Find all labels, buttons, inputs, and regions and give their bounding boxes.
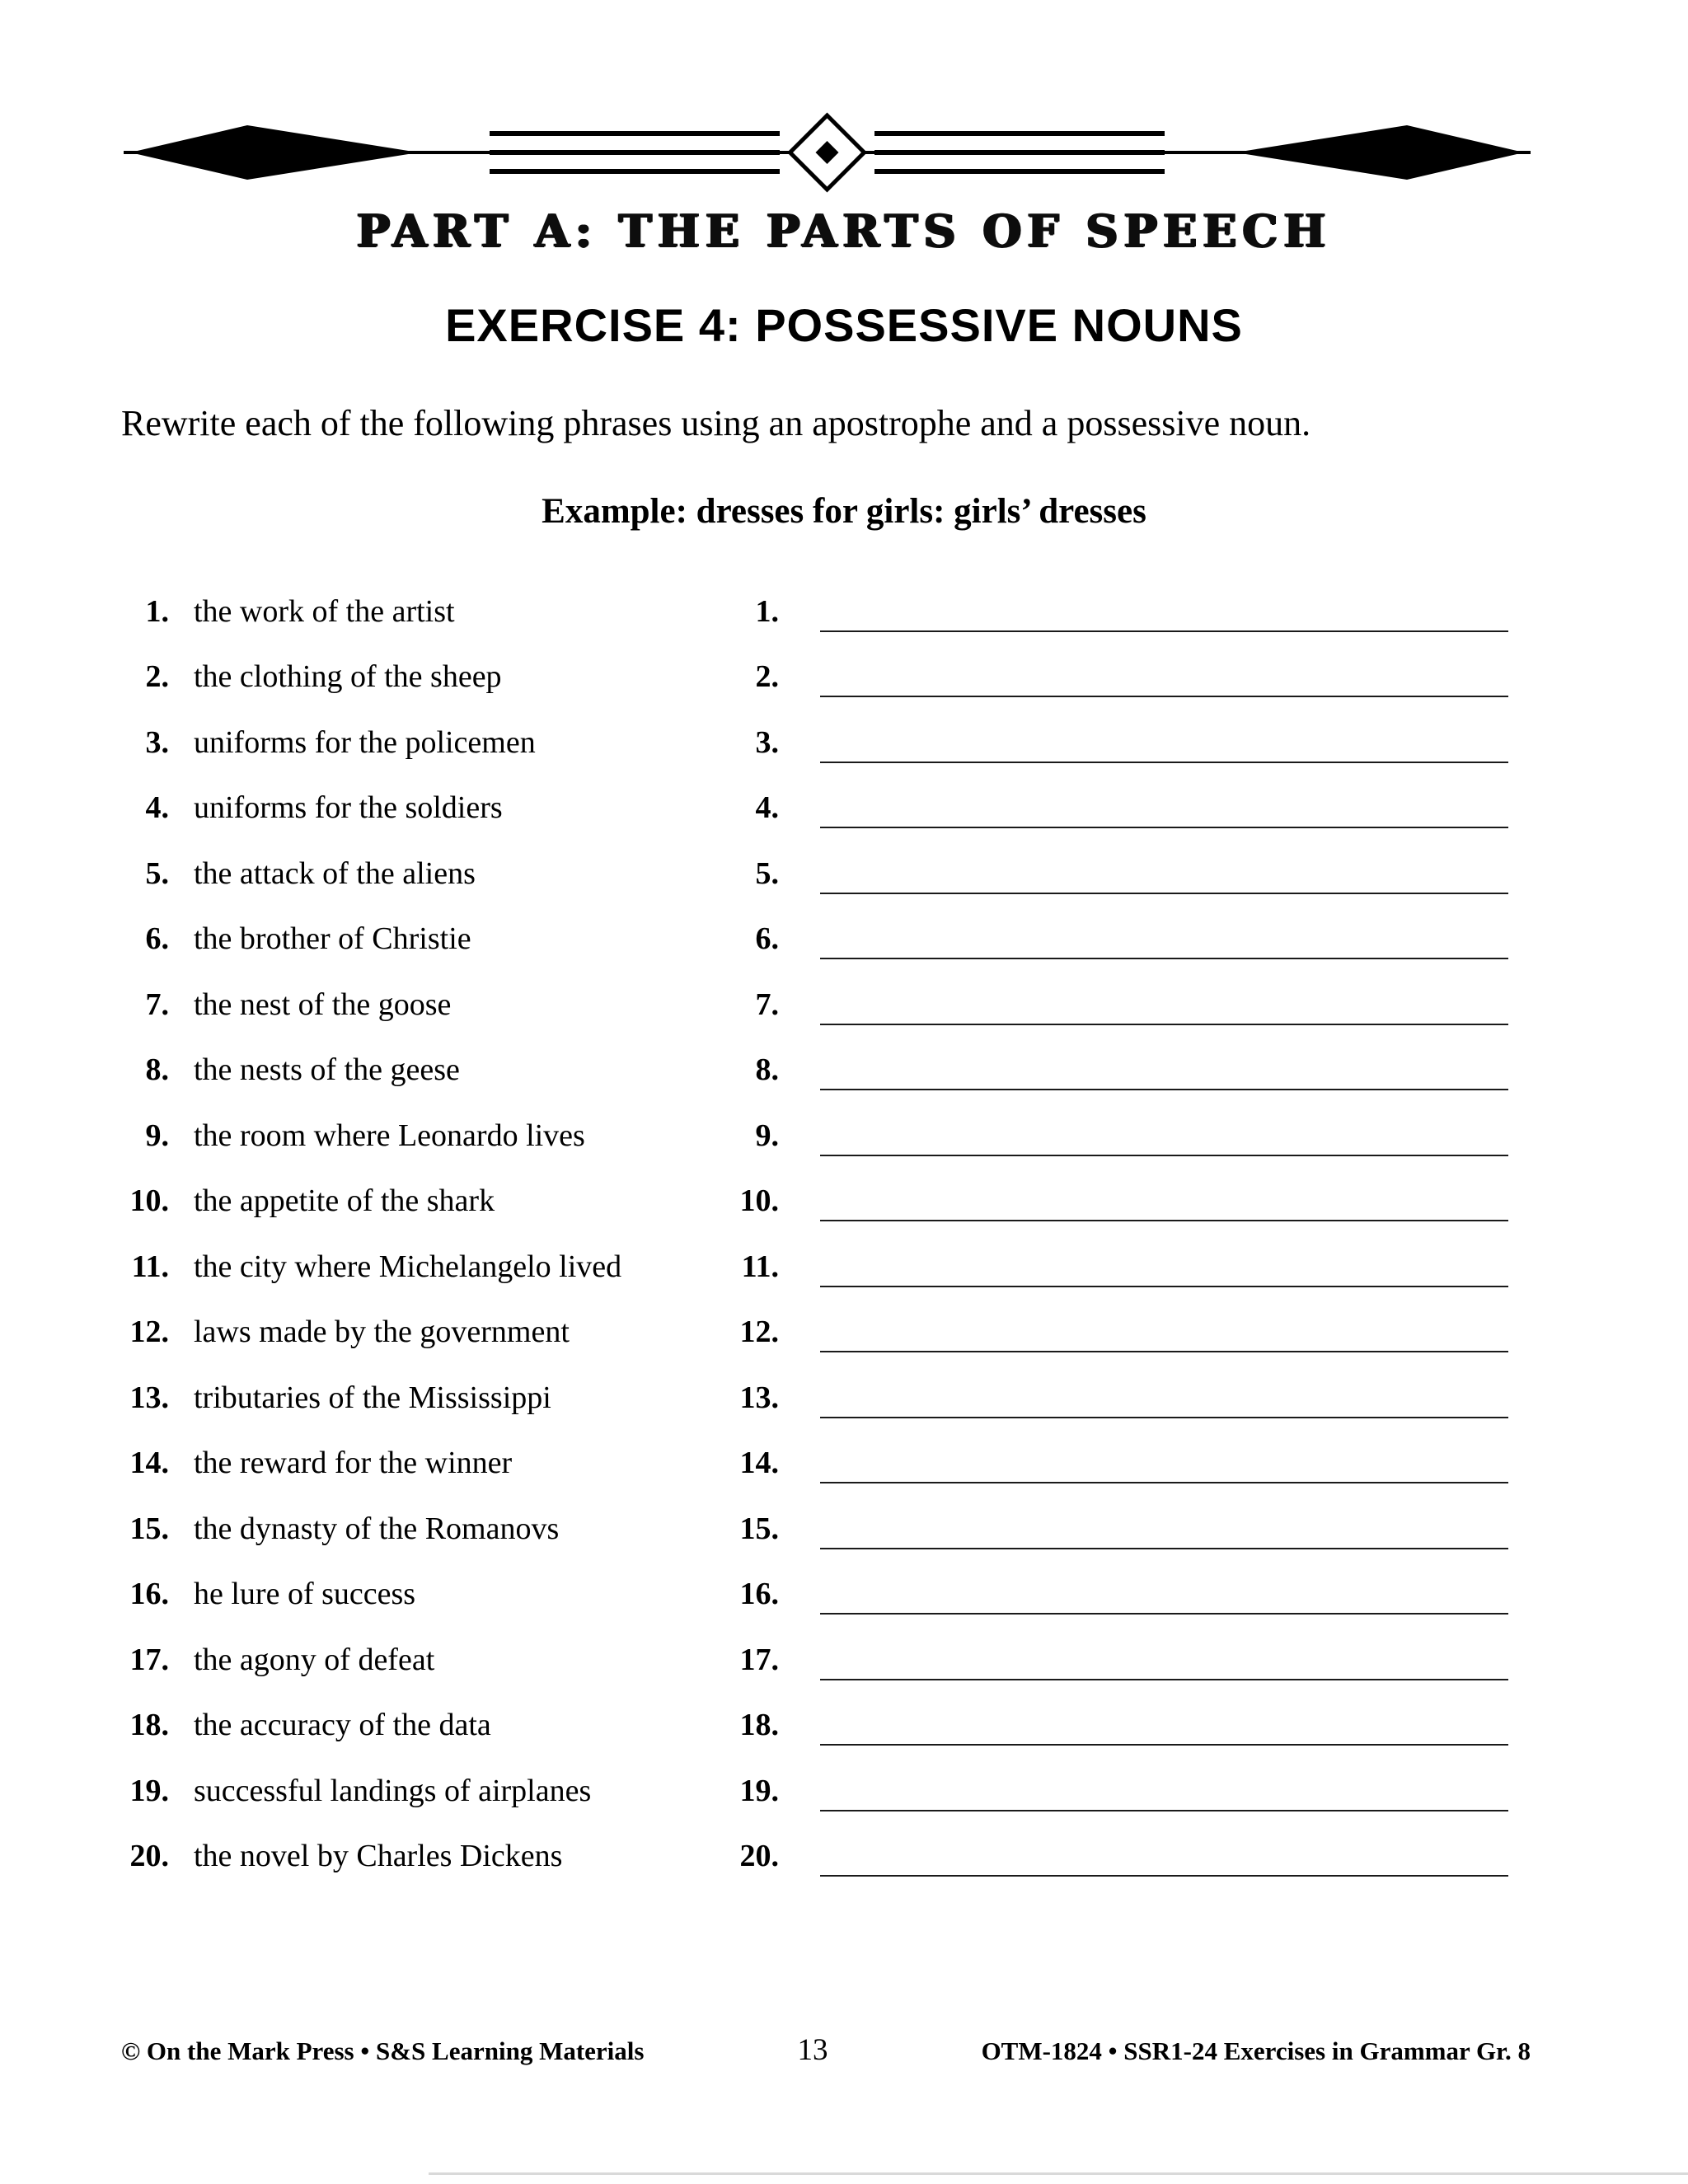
example-text: Example: dresses for girls: girls’ dresses (542, 492, 1146, 531)
answer-number: 2. (755, 659, 779, 695)
item-number: 20. (129, 1839, 169, 1874)
item-phrase: tributaries of the Mississippi (194, 1380, 551, 1415)
answer-number: 10. (739, 1183, 779, 1219)
item-phrase: the reward for the winner (194, 1446, 513, 1481)
exercise-row (0, 1627, 1508, 1693)
answer-line (820, 1679, 1508, 1680)
answer-line (820, 893, 1508, 894)
answer-cell (779, 1103, 1508, 1169)
item-phrase: uniforms for the soldiers (194, 790, 503, 826)
answer-line (820, 762, 1508, 763)
answer-cell (779, 1496, 1508, 1562)
exercise-row (0, 1496, 1508, 1562)
answer-cell (779, 972, 1508, 1038)
answer-line (820, 1548, 1508, 1549)
item-phrase: laws made by the government (194, 1315, 570, 1350)
divider-ornament-icon (124, 91, 1531, 214)
item-number: 10. (129, 1183, 169, 1219)
answer-line (820, 1744, 1508, 1746)
exercise-row (0, 1431, 1508, 1497)
exercise-title: EXERCISE 4: POSSESSIVE NOUNS (445, 299, 1243, 351)
item-phrase: the novel by Charles Dickens (194, 1839, 563, 1874)
item-number: 13. (129, 1380, 169, 1415)
item-phrase: he lure of success (194, 1577, 416, 1612)
item-number: 7. (145, 987, 169, 1022)
answer-cell (779, 1169, 1508, 1235)
item-number: 12. (129, 1315, 169, 1350)
exercise-row (0, 644, 1508, 710)
answer-cell (779, 1758, 1508, 1824)
item-phrase: the city where Michelangelo lived (194, 1249, 622, 1284)
item-phrase: the accuracy of the data (194, 1708, 491, 1743)
answer-line (820, 630, 1508, 632)
answer-cell (779, 1365, 1508, 1431)
answer-number: 8. (755, 1052, 779, 1088)
answer-cell (779, 841, 1508, 907)
item-phrase: successful landings of airplanes (194, 1773, 592, 1808)
answer-line (820, 1220, 1508, 1221)
answer-line (820, 1613, 1508, 1615)
item-number: 11. (131, 1249, 169, 1284)
answer-number: 4. (755, 790, 779, 826)
item-number: 3. (145, 724, 169, 760)
item-phrase: the nests of the geese (194, 1052, 460, 1088)
exercise-row (0, 1824, 1508, 1890)
answer-line (820, 1155, 1508, 1156)
answer-cell (779, 1038, 1508, 1104)
item-number: 17. (129, 1642, 169, 1677)
page-number: 13 (797, 2033, 828, 2067)
copyright-text: © On the Mark Press • S&S Learning Materials (121, 2036, 645, 2065)
item-number: 4. (145, 790, 169, 826)
item-phrase: the nest of the goose (194, 987, 452, 1022)
answer-cell (779, 710, 1508, 776)
answer-number: 3. (755, 724, 779, 760)
answer-cell (779, 907, 1508, 972)
item-number: 18. (129, 1708, 169, 1743)
answer-number: 9. (755, 1118, 779, 1153)
answer-line (820, 696, 1508, 697)
answer-number: 15. (739, 1511, 779, 1546)
item-phrase: the dynasty of the Romanovs (194, 1511, 560, 1546)
answer-number: 20. (739, 1839, 779, 1874)
exercise-row (0, 1300, 1508, 1366)
item-number: 15. (129, 1511, 169, 1546)
answer-line (820, 1286, 1508, 1287)
answer-line (820, 827, 1508, 828)
item-number: 19. (129, 1773, 169, 1808)
exercise-row (0, 710, 1508, 776)
answer-number: 11. (741, 1249, 779, 1284)
exercise-row (0, 907, 1508, 972)
item-phrase: the agony of defeat (194, 1642, 435, 1677)
answer-cell (779, 1693, 1508, 1759)
answer-line (820, 1351, 1508, 1352)
item-phrase: uniforms for the policemen (194, 724, 536, 760)
exercise-row (0, 1365, 1508, 1431)
answer-cell (779, 1562, 1508, 1628)
answer-cell (779, 776, 1508, 841)
answer-cell (779, 1431, 1508, 1497)
exercise-row (0, 972, 1508, 1038)
answer-line (820, 1024, 1508, 1025)
scan-artifact-line (429, 2172, 1688, 2175)
answer-number: 14. (739, 1446, 779, 1481)
answer-number: 13. (739, 1380, 779, 1415)
answer-number: 16. (739, 1577, 779, 1612)
exercise-row (0, 579, 1508, 644)
item-phrase: the attack of the aliens (194, 855, 476, 891)
answer-cell (779, 1300, 1508, 1366)
item-number: 1. (145, 593, 169, 629)
footer (121, 2032, 1531, 2068)
answer-number: 1. (755, 593, 779, 629)
answer-number: 19. (739, 1773, 779, 1808)
item-number: 8. (145, 1052, 169, 1088)
answer-number: 6. (755, 921, 779, 957)
answer-cell (779, 644, 1508, 710)
exercise-row (0, 776, 1508, 841)
doc-code-text: OTM-1824 • SSR1-24 Exercises in Grammar Gr. 8 (981, 2036, 1531, 2065)
answer-line (820, 1089, 1508, 1090)
item-phrase: the brother of Christie (194, 921, 471, 957)
item-number: 16. (129, 1577, 169, 1612)
exercise-row (0, 1234, 1508, 1300)
exercise-row (0, 841, 1508, 907)
item-phrase: the clothing of the sheep (194, 659, 502, 695)
answer-line (820, 1482, 1508, 1483)
answer-line (820, 1417, 1508, 1418)
answer-number: 5. (755, 855, 779, 891)
exercise-row (0, 1758, 1508, 1824)
item-phrase: the work of the artist (194, 593, 455, 629)
exercise-row (0, 1693, 1508, 1759)
answer-number: 18. (739, 1708, 779, 1743)
answer-line (820, 958, 1508, 959)
instructions-text: Rewrite each of the following phrases using an apostrophe and a possessive noun. (121, 403, 1311, 443)
exercise-row (0, 1103, 1508, 1169)
item-phrase: the room where Leonardo lives (194, 1118, 585, 1153)
exercise-row (0, 1169, 1508, 1235)
answer-number: 17. (739, 1642, 779, 1677)
answer-cell (779, 1234, 1508, 1300)
answer-line (820, 1810, 1508, 1811)
exercise-row (0, 1038, 1508, 1104)
exercise-list (0, 579, 1508, 1889)
part-title: PART A: THE PARTS OF SPEECH (356, 204, 1332, 257)
answer-number: 7. (755, 987, 779, 1022)
item-phrase: the appetite of the shark (194, 1183, 495, 1219)
item-number: 2. (145, 659, 169, 695)
answer-line (820, 1875, 1508, 1877)
answer-number: 12. (739, 1315, 779, 1350)
item-number: 14. (129, 1446, 169, 1481)
exercise-row (0, 1562, 1508, 1628)
item-number: 6. (145, 921, 169, 957)
item-number: 9. (145, 1118, 169, 1153)
answer-cell (779, 1824, 1508, 1890)
item-number: 5. (145, 855, 169, 891)
answer-cell (779, 579, 1508, 644)
answer-cell (779, 1627, 1508, 1693)
